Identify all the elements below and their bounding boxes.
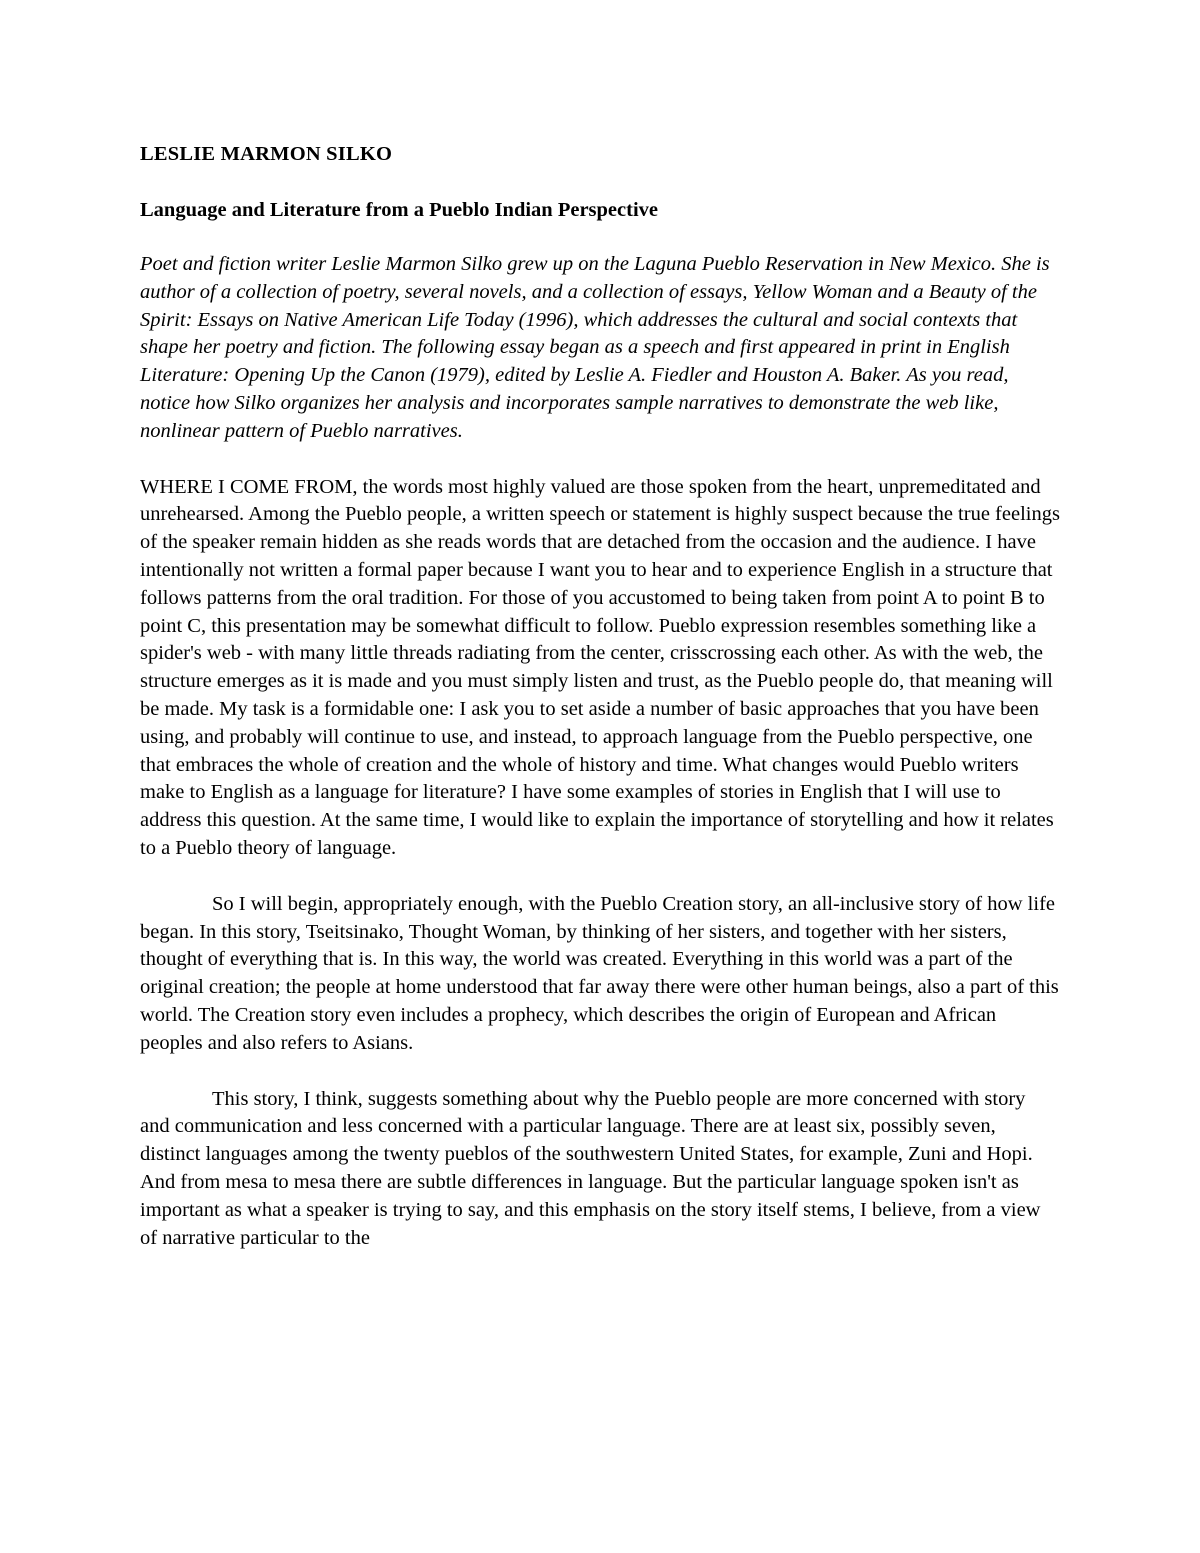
intro-paragraph: Poet and fiction writer Leslie Marmon Silko grew up on the Laguna Pueblo Reservation in New Mexico. She is author of a collection of poetry, several novels, and a collection of essays, Yellow Woman and a Beauty of the Spirit: Essays on Native American Life Today (1996), which addresses the cultural and social contexts that shape her poetry and fiction. The following essay began as a speech and first appeared in print in English Literature: Opening Up the Canon (1979), edited by Leslie A. Fiedler and Houston A. Baker. As you read, notice how Silko organizes her analysis and incorporates sample narratives to demonstrate the web like, nonlinear pattern of Pueblo narratives. xyxy=(140,253,1050,442)
author-heading: LESLIE MARMON SILKO xyxy=(140,143,393,165)
essay-title: Language and Literature from a Pueblo Indian Perspective xyxy=(140,199,658,221)
body-paragraph-3: This story, I think, suggests something about why the Pueblo people are more concerned with story and communication and less concerned with a particular language. There are at least six, possibly seven, distinct languages among the twenty pueblos of the southwestern United States, for example, Zuni and Hopi. And from mesa to mesa there are subtle differences in language. But the particular language spoken isn't as important as what a speaker is trying to say, and this emphasis on the story itself stems, I believe, from a view of narrative particular to the xyxy=(140,1087,1041,1249)
body-paragraph-1: WHERE I COME FROM, the words most highly valued are those spoken from the heart, unpremeditated and unrehearsed. Among the Pueblo people, a written speech or statement is highly suspect because the true feelings of the speaker remain hidden as she reads words that are detached from the occasion and the audience. I have intentionally not written a formal paper because I want you to hear and to experience English in a structure that follows patterns from the oral tradition. For those of you accustomed to being taken from point A to point B to point C, this presentation may be somewhat difficult to follow. Pueblo expression resembles something like a spider's web - with many little threads radiating from the center, crisscrossing each other. As with the web, the structure emerges as it is made and you must simply listen and trust, as the Pueblo people do, that meaning will be made. My task is a formidable one: I ask you to set aside a number of basic approaches that you have been using, and probably will continue to use, and instead, to approach language from the Pueblo perspective, one that embraces the whole of creation and the whole of history and time. What changes would Pueblo writers make to English as a language for literature? I have some examples of stories in English that I will use to address this question. At the same time, I would like to explain the importance of storytelling and how it relates to a Pueblo theory of language. xyxy=(140,475,1060,859)
body-paragraph-2: So I will begin, appropriately enough, with the Pueblo Creation story, an all-inclusive story of how life began. In this story, Tseitsinako, Thought Woman, by thinking of her sisters, and together with her sisters, thought of everything that is. In this way, the world was created. Everything in this world was a part of the original creation; the people at home understood that far away there were other human beings, also a part of this world. The Creation story even includes a prophecy, which describes the origin of European and African peoples and also refers to Asians. xyxy=(140,892,1059,1054)
document-page xyxy=(140,140,1060,1280)
